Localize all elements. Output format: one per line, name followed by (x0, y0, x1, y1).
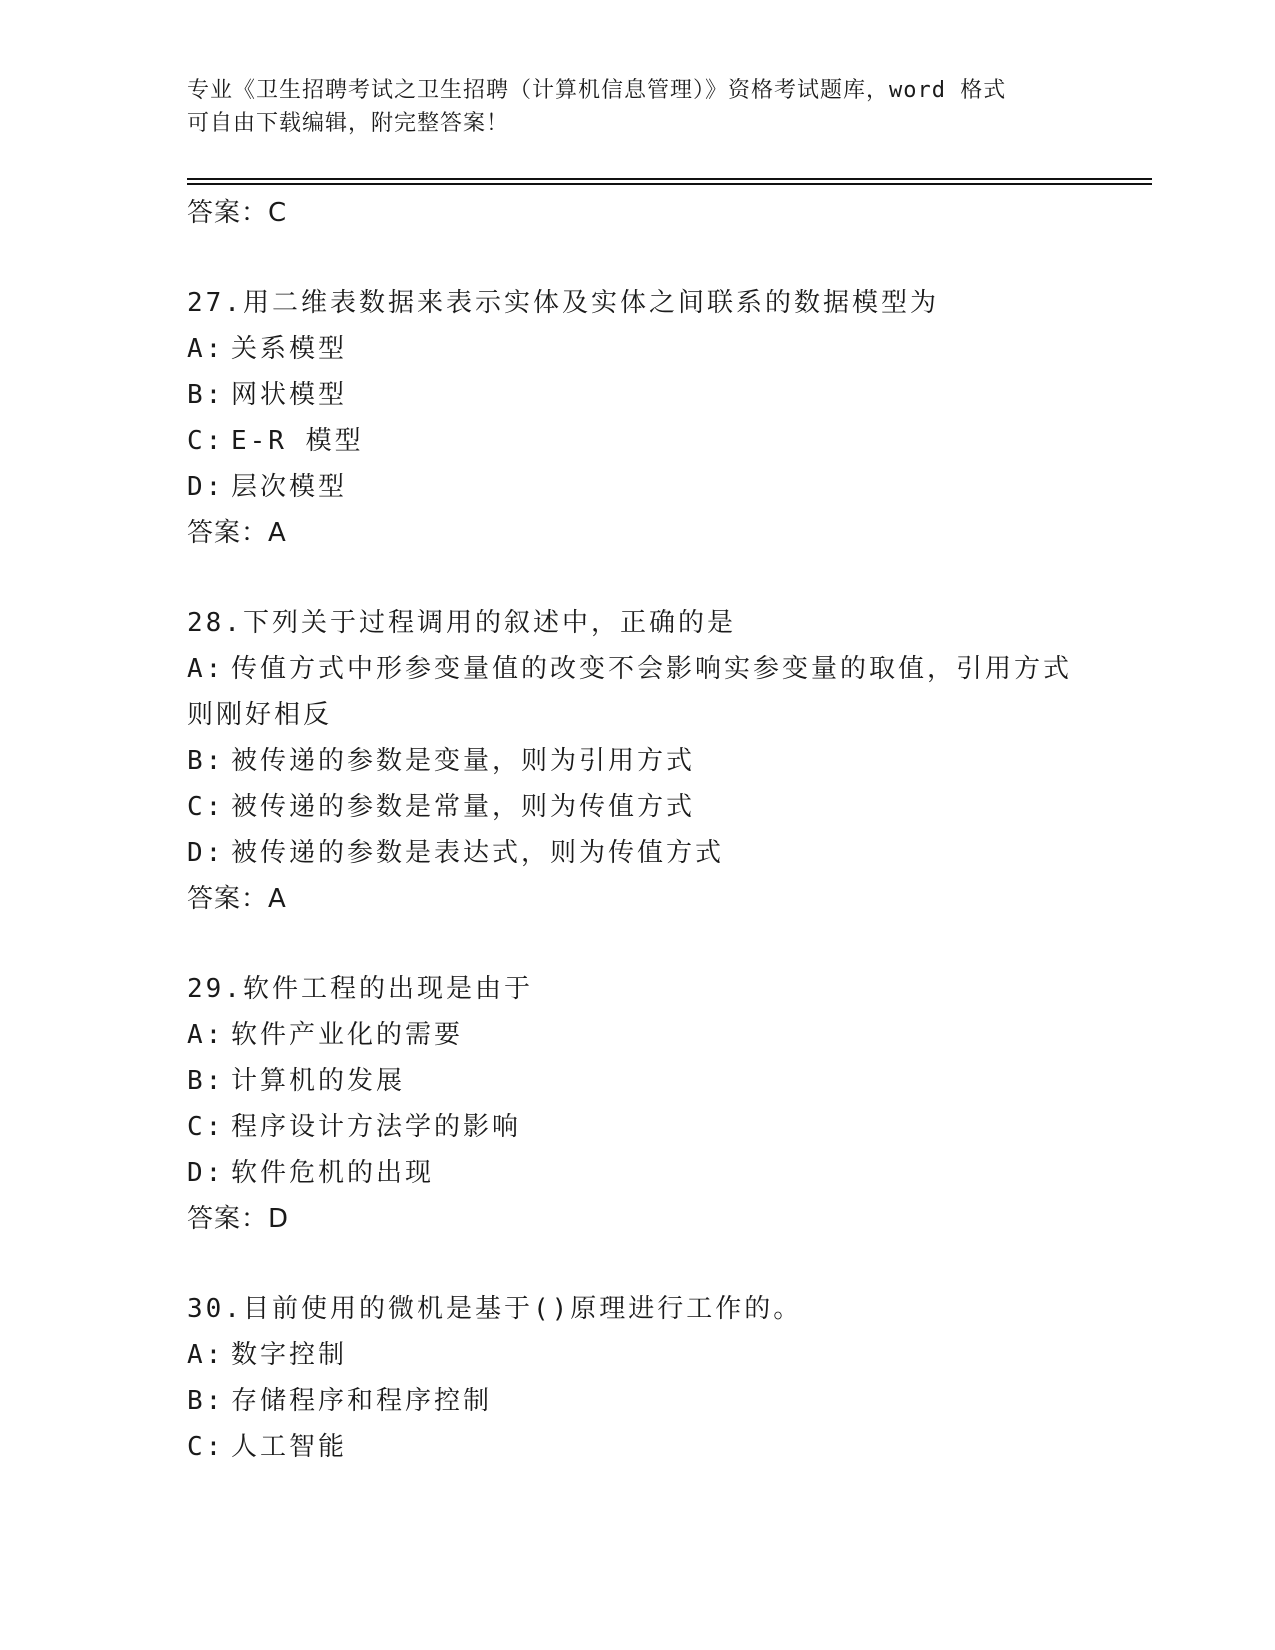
option-text: 被传递的参数是表达式，则为传值方式 (231, 838, 725, 868)
option-d (187, 464, 1117, 510)
option-text: 层次模型 (231, 472, 348, 502)
question-text: 28.下列关于过程调用的叙述中，正确的是 (187, 608, 736, 638)
answer-line: 答案：A (187, 518, 287, 548)
option-a (187, 1012, 1117, 1058)
option-text: 被传递的参数是变量，则为引用方式 (231, 746, 696, 776)
option-key: B: (187, 380, 225, 410)
option-key: D: (187, 838, 225, 868)
option-b (187, 738, 1117, 784)
header-line-1: 专业《卫生招聘考试之卫生招聘（计算机信息管理）》资格考试题库，word 格式 (187, 78, 1007, 103)
option-text: 软件危机的出现 (231, 1158, 435, 1188)
answer-line: 答案：D (187, 1204, 290, 1234)
option-c (187, 1104, 1117, 1150)
option-key: A: (187, 1020, 225, 1050)
answer-line: 答案：C (187, 198, 288, 228)
option-key: C: (187, 792, 225, 822)
option-key: C: (187, 1112, 225, 1142)
question-text: 29.软件工程的出现是由于 (187, 974, 533, 1004)
option-key: C: (187, 426, 225, 456)
option-key: B: (187, 746, 225, 776)
question-text: 27.用二维表数据来表示实体及实体之间联系的数据模型为 (187, 288, 939, 318)
option-a (187, 326, 1117, 372)
option-a-continuation: 则刚好相反 (187, 700, 333, 730)
header-divider-bottom (187, 183, 1152, 185)
question-30 (187, 1286, 1117, 1470)
option-b (187, 1058, 1117, 1104)
option-text: 计算机的发展 (231, 1066, 406, 1096)
option-text: 被传递的参数是常量，则为传值方式 (231, 792, 696, 822)
document-body (187, 190, 1117, 1470)
option-key: A: (187, 1340, 225, 1370)
option-text: 人工智能 (231, 1432, 348, 1462)
option-b (187, 372, 1117, 418)
option-c (187, 418, 1117, 464)
option-d (187, 1150, 1117, 1196)
option-b (187, 1378, 1117, 1424)
option-key: B: (187, 1386, 225, 1416)
document-header (187, 74, 1087, 140)
option-text: 软件产业化的需要 (231, 1020, 464, 1050)
option-d (187, 830, 1117, 876)
option-text: 存储程序和程序控制 (231, 1386, 493, 1416)
question-29 (187, 966, 1117, 1242)
option-a (187, 646, 1117, 692)
option-key: D: (187, 472, 225, 502)
header-divider-top (187, 178, 1152, 180)
option-key: D: (187, 1158, 225, 1188)
option-text: 关系模型 (231, 334, 348, 364)
option-key: A: (187, 654, 225, 684)
option-text: 网状模型 (231, 380, 348, 410)
option-a (187, 1332, 1117, 1378)
option-text: 传值方式中形参变量值的改变不会影响实参变量的取值，引用方式 (231, 654, 1073, 684)
option-key: B: (187, 1066, 225, 1096)
option-c (187, 784, 1117, 830)
option-c (187, 1424, 1117, 1470)
question-27 (187, 280, 1117, 556)
option-text: 程序设计方法学的影响 (231, 1112, 522, 1142)
header-line-2: 可自由下载编辑，附完整答案！ (187, 111, 510, 136)
option-text: E-R 模型 (231, 426, 364, 456)
answer-line: 答案：A (187, 884, 287, 914)
question-28 (187, 600, 1117, 922)
option-text: 数字控制 (231, 1340, 348, 1370)
option-key: A: (187, 334, 225, 364)
question-text: 30.目前使用的微机是基于()原理进行工作的。 (187, 1294, 803, 1324)
option-key: C: (187, 1432, 225, 1462)
